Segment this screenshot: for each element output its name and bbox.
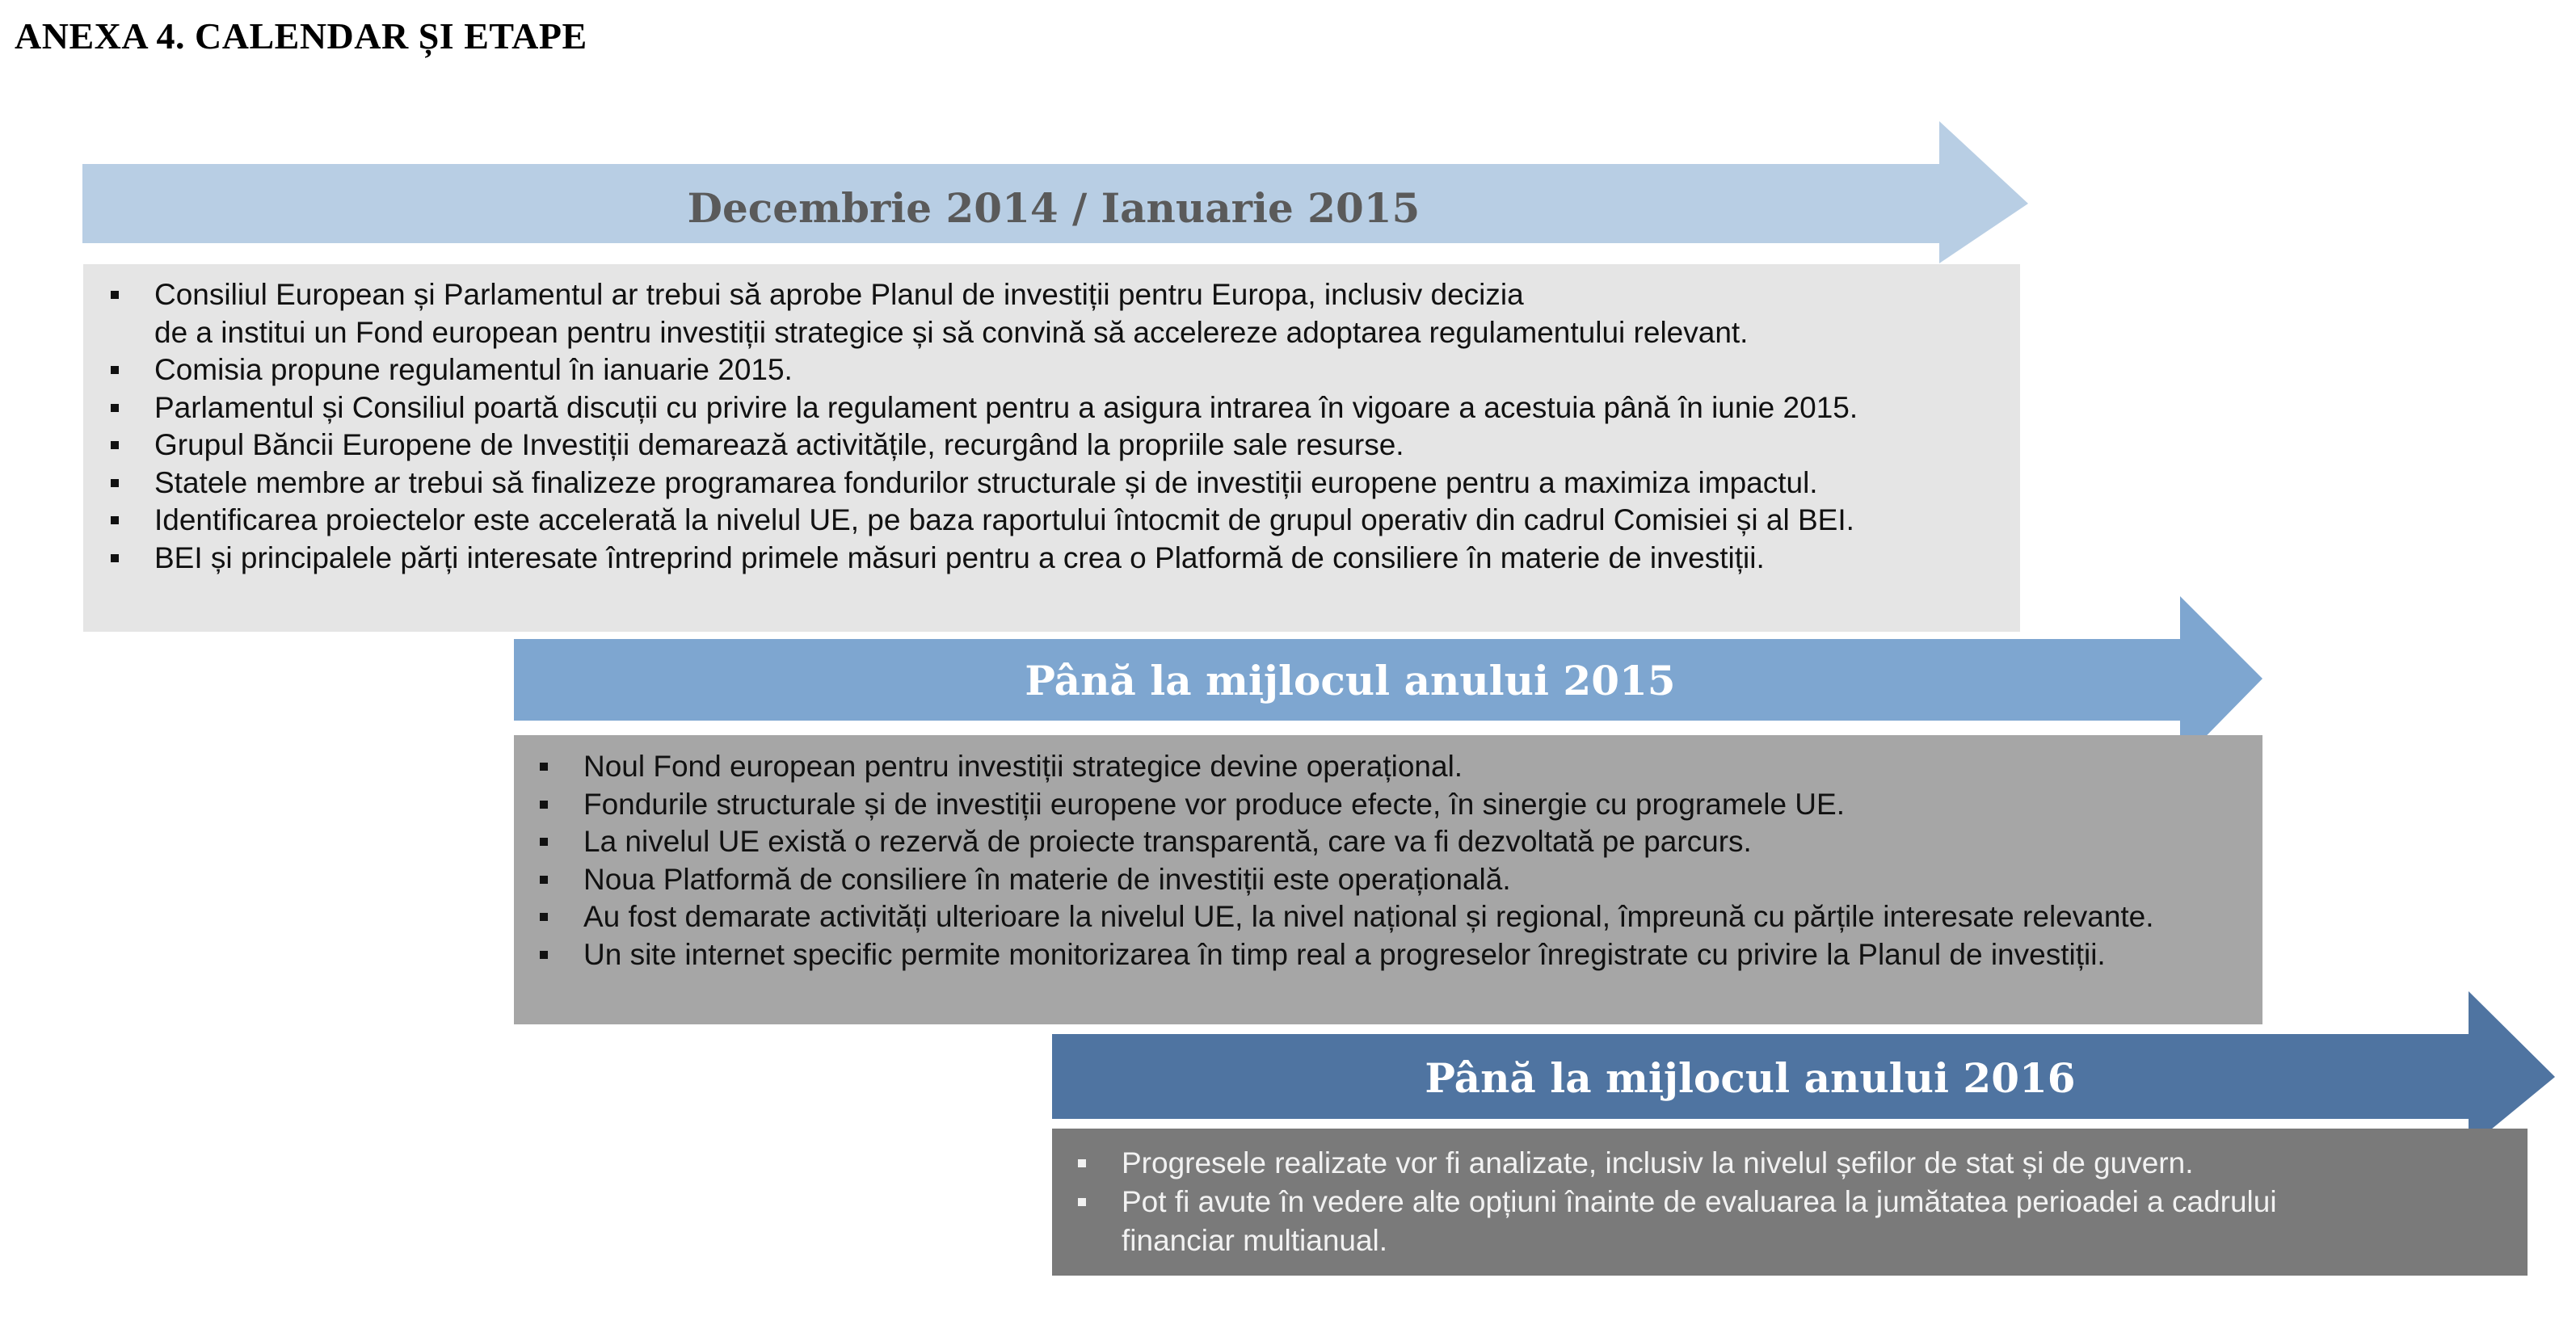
stage-3-title: Până la mijlocul anului 2016 [1425, 1053, 2076, 1102]
list-item: Au fost demarate activități ulterioare la nivelul UE, la nivel național și regional, împreună cu părțile interesate relevante. [514, 898, 2262, 936]
stage-3-panel [1052, 1129, 2528, 1276]
list-item: Comisia propune regulamentul în ianuarie 2015. [83, 351, 2020, 389]
stage-1-panel [83, 264, 2020, 632]
list-item: Noua Platformă de consiliere în materie de investiții este operațională. [514, 861, 2262, 899]
stage-1-title: Decembrie 2014 / Ianuarie 2015 [687, 183, 1421, 232]
list-item: La nivelul UE există o rezervă de proiecte transparentă, care va fi dezvoltată pe parcurs. [514, 823, 2262, 861]
list-item: Grupul Băncii Europene de Investiții demarează activitățile, recurgând la propriile sale resurse. [83, 427, 2020, 465]
stage-2-title: Până la mijlocul anului 2015 [1025, 656, 1676, 704]
page-title: ANEXA 4. CALENDAR ȘI ETAPE [15, 15, 587, 57]
list-item: Fondurile structurale și de investiții europene vor produce efecte, în sinergie cu programele UE. [514, 786, 2262, 824]
stage-3-list [1052, 1144, 2528, 1260]
stage-2-list [514, 748, 2262, 973]
stage-1-list [83, 276, 2020, 577]
list-item: Identificarea proiectelor este accelerată la nivelul UE, pe baza raportului întocmit de grupul operativ din cadrul Comisiei și al BEI. [83, 502, 2020, 540]
list-item: BEI și principalele părți interesate întreprind primele măsuri pentru a crea o Platformă de consiliere în materie de investiții. [83, 540, 2020, 578]
list-item: Statele membre ar trebui să finalizeze programarea fondurilor structurale și de investiții europene pentru a maximiza impactul. [83, 465, 2020, 502]
list-item: Consiliul European și Parlamentul ar trebui să aprobe Planul de investiții pentru Europa, inclusiv decizia de a institui un Fond european pentru investiții strategice și să convină să accelereze adoptarea regulamentului relevant. [83, 276, 2020, 351]
stage-2-panel [514, 735, 2262, 1024]
list-item: Parlamentul și Consiliul poartă discuții cu privire la regulament pentru a asigura intrarea în vigoare a acestuia până în iunie 2015. [83, 389, 2020, 427]
list-item: Noul Fond european pentru investiții strategice devine operațional. [514, 748, 2262, 786]
list-item: Pot fi avute în vedere alte opțiuni înainte de evaluarea la jumătatea perioadei a cadrului financiar multianual. [1052, 1183, 2528, 1260]
list-item: Progresele realizate vor fi analizate, inclusiv la nivelul șefilor de stat și de guvern. [1052, 1144, 2528, 1183]
list-item: Un site internet specific permite monitorizarea în timp real a progreselor înregistrate cu privire la Planul de investiții. [514, 936, 2262, 974]
